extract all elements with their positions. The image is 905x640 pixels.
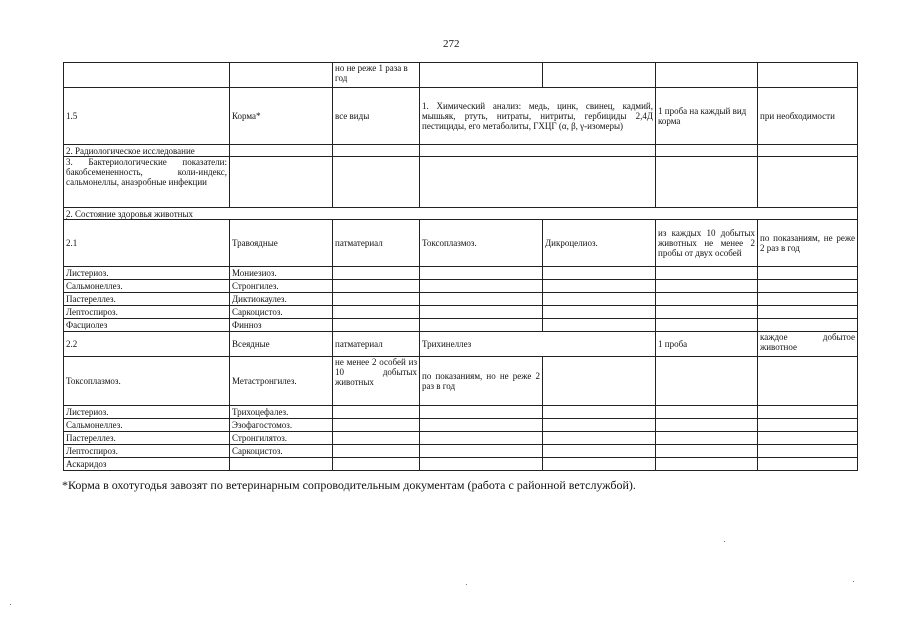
table-cell — [230, 157, 333, 208]
table-cell — [420, 406, 543, 419]
table-cell: не менее 2 особей из 10 добытых животных — [333, 357, 420, 406]
table-cell: каждое добытое животное — [758, 332, 858, 357]
table-cell — [333, 419, 420, 432]
table-cell: Дикроцелиоз. — [543, 220, 656, 267]
table-cell — [758, 306, 858, 319]
table-cell: Травоядные — [230, 220, 333, 267]
table-cell — [333, 157, 420, 208]
table-row — [64, 88, 858, 145]
table-cell — [420, 63, 543, 88]
table-cell — [656, 432, 758, 445]
table-row — [64, 319, 858, 332]
table-cell: при необходимости — [758, 88, 858, 145]
table-cell: Корма* — [230, 88, 333, 145]
table-cell: Саркоцистоз. — [230, 306, 333, 319]
table-cell — [420, 419, 543, 432]
scan-speck — [66, 218, 67, 219]
table-cell — [543, 406, 656, 419]
table-cell — [758, 63, 858, 88]
veterinary-monitoring-table — [63, 62, 858, 471]
table-cell — [420, 145, 656, 157]
table-cell: 2. Радиологическое исследование — [64, 145, 230, 157]
table-cell — [758, 293, 858, 306]
table-cell — [758, 458, 858, 471]
table-cell — [543, 306, 656, 319]
table-cell — [543, 445, 656, 458]
table-row — [64, 280, 858, 293]
table-cell — [758, 267, 858, 280]
table-row — [64, 445, 858, 458]
table-cell: Трихоцефалез. — [230, 406, 333, 419]
table-cell: 2.2 — [64, 332, 230, 357]
table-cell — [758, 157, 858, 208]
table-cell: Лептоспироз. — [64, 445, 230, 458]
table-cell: Саркоцистоз. — [230, 445, 333, 458]
table-cell: Фасциолез — [64, 319, 230, 332]
table-cell: Метастронгилез. — [230, 357, 333, 406]
table-cell — [656, 306, 758, 319]
table-row — [64, 267, 858, 280]
scan-speck — [853, 581, 854, 582]
table-cell — [543, 63, 656, 88]
table-row — [64, 332, 858, 357]
table-cell: Токсоплазмоз. — [420, 220, 543, 267]
table-cell: патматериал — [333, 332, 420, 357]
table-cell — [420, 432, 543, 445]
table-cell — [543, 357, 656, 406]
table-row — [64, 293, 858, 306]
table-cell: Трихинеллез — [420, 332, 656, 357]
table-cell — [333, 406, 420, 419]
table-cell — [333, 280, 420, 293]
table-cell — [333, 293, 420, 306]
table-cell — [656, 157, 758, 208]
table-cell — [543, 458, 656, 471]
table-cell: 1.5 — [64, 88, 230, 145]
table-row — [64, 63, 858, 88]
table-cell: Пастереллез. — [64, 293, 230, 306]
table-cell: из каждых 10 добытых животных не менее 2 пробы от двух особей — [656, 220, 758, 267]
table-cell — [543, 419, 656, 432]
table-cell — [758, 432, 858, 445]
table-row — [64, 406, 858, 419]
table-row — [64, 432, 858, 445]
table-cell: Мониезиоз. — [230, 267, 333, 280]
table-cell — [230, 458, 333, 471]
table-cell — [420, 319, 543, 332]
table-cell — [420, 458, 543, 471]
table-cell: но не реже 1 раза в год — [333, 63, 420, 88]
table-cell — [656, 319, 758, 332]
table-cell: по показаниям, но не реже 2 раз в год — [420, 357, 543, 406]
table-cell — [420, 293, 543, 306]
table-cell — [230, 145, 333, 157]
table-cell: Аскаридоз — [64, 458, 230, 471]
table-cell — [656, 280, 758, 293]
table-cell: по показаниям, не реже 2 раз в год — [758, 220, 858, 267]
table-cell — [543, 267, 656, 280]
table-cell: Листериоз. — [64, 267, 230, 280]
table-cell — [656, 145, 758, 157]
table-cell: Листериоз. — [64, 406, 230, 419]
table-row — [64, 220, 858, 267]
table-cell: 1 проба на каждый вид корма — [656, 88, 758, 145]
table-row — [64, 306, 858, 319]
table-cell: 2.1 — [64, 220, 230, 267]
table-cell — [758, 445, 858, 458]
table-cell — [656, 267, 758, 280]
table-cell — [758, 357, 858, 406]
table-row — [64, 458, 858, 471]
table-row — [64, 419, 858, 432]
table-cell: Стронгилятоз. — [230, 432, 333, 445]
table-row — [64, 145, 858, 157]
table-cell — [64, 63, 230, 88]
table-cell: Токсоплазмоз. — [64, 357, 230, 406]
section-heading: 2. Состояние здоровья животных — [64, 208, 858, 220]
table-cell: все виды — [333, 88, 420, 145]
table-cell — [758, 419, 858, 432]
table-row — [64, 208, 858, 220]
table-cell — [656, 445, 758, 458]
table-cell — [420, 306, 543, 319]
table-row — [64, 357, 858, 406]
table-cell: Пастереллез. — [64, 432, 230, 445]
table-cell: Эзофагостомоз. — [230, 419, 333, 432]
page-number: 272 — [443, 38, 460, 50]
table-cell — [758, 319, 858, 332]
table-cell: патматериал — [333, 220, 420, 267]
table-cell — [656, 357, 758, 406]
table-cell — [420, 445, 543, 458]
table-cell — [420, 267, 543, 280]
scan-speck — [10, 604, 11, 605]
table-cell: 1 проба — [656, 332, 758, 357]
table-cell — [543, 432, 656, 445]
table-cell — [656, 458, 758, 471]
table-cell — [333, 458, 420, 471]
table-cell — [230, 63, 333, 88]
table-cell — [420, 157, 656, 208]
table-cell — [656, 293, 758, 306]
table-cell — [333, 319, 420, 332]
table-cell — [656, 63, 758, 88]
table-cell: 1. Химический анализ: медь, цинк, свинец, кадмий, мышьяк, ртуть, нитраты, нитриты, гербициды 2,4Д пестициды, его метаболиты, ГХЦГ (α, β, γ-изомеры) — [420, 88, 656, 145]
table-cell: Финноз — [230, 319, 333, 332]
table-cell: Всеядные — [230, 332, 333, 357]
table-cell: 3. Бактериологические показатели: бакобсемененность, коли-индекс, сальмонеллы, анаэробные инфекции — [64, 157, 230, 208]
table-cell — [333, 445, 420, 458]
table-cell — [543, 319, 656, 332]
table-cell — [758, 145, 858, 157]
table-cell — [543, 293, 656, 306]
table-cell: Диктиокаулез. — [230, 293, 333, 306]
table-cell — [656, 419, 758, 432]
table-cell: Сальмонеллез. — [64, 419, 230, 432]
table-cell — [333, 432, 420, 445]
table-cell — [420, 280, 543, 293]
table-cell — [758, 280, 858, 293]
table-cell: Сальмонеллез. — [64, 280, 230, 293]
table-cell — [656, 406, 758, 419]
scan-speck — [724, 541, 725, 542]
table-cell: Лептоспироз. — [64, 306, 230, 319]
table-cell — [758, 406, 858, 419]
table-row — [64, 157, 858, 208]
table-cell — [543, 280, 656, 293]
table-cell: Стронгилез. — [230, 280, 333, 293]
table-cell — [333, 267, 420, 280]
scan-speck — [466, 584, 467, 585]
table-cell — [333, 145, 420, 157]
footnote: *Корма в охотугодья завозят по ветеринарным сопроводительным документам (работа с районной ветслужбой). — [62, 478, 636, 492]
table-cell — [333, 306, 420, 319]
